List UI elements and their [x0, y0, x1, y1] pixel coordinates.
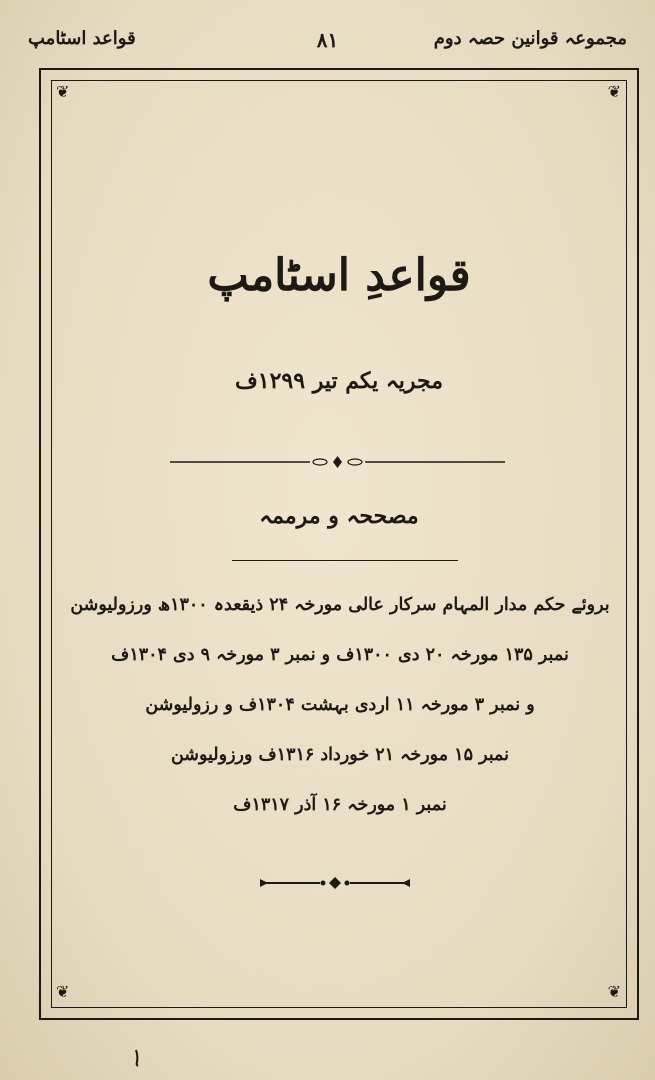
running-head-chapter-title: قواعد اسٹامپ	[28, 28, 136, 49]
corner-ornament-icon: ❦	[56, 82, 70, 101]
page-title: قواعدِ اسٹامپ	[207, 250, 471, 301]
body-text	[62, 580, 618, 830]
section-heading: مصححہ و مرممہ	[259, 503, 419, 529]
corner-ornament-icon: ❦	[607, 82, 621, 101]
body-line: نمبر ۱۳۵ مورخہ ۲۰ دی ۱۳۰۰ف و نمبر ۳ مورخہ ۹ دی ۱۳۰۴ف	[111, 645, 569, 665]
page-number: ۸۱	[316, 28, 339, 52]
ornamental-rule-icon	[170, 455, 505, 469]
inner-border	[51, 80, 627, 1008]
corner-ornament-icon: ❦	[56, 982, 70, 1001]
running-head	[28, 22, 627, 62]
running-head-book-title: مجموعہ قوانین حصہ دوم	[433, 28, 627, 49]
divider	[232, 560, 458, 561]
body-line: نمبر ۱۵ مورخہ ۲۱ خورداد ۱۳۱۶ف ورزولیوشن	[170, 745, 510, 765]
ink-mark-icon	[132, 1048, 142, 1068]
page-subtitle: مجریہ یکم تیر ۱۲۹۹ف	[234, 368, 443, 394]
body-line: بروئے حکم مدار المہام سرکار عالی مورخہ ۲۴ ذیقعدہ ۱۳۰۰ھ ورزولیوشن	[70, 595, 610, 615]
body-line: و نمبر ۳ مورخہ ۱۱ اردی بہشت ۱۳۰۴ف و رزولیوشن	[145, 695, 535, 715]
body-line: نمبر ۱ مورخہ ۱۶ آذر ۱۳۱۷ف	[233, 795, 447, 815]
bottom-ornament-icon	[260, 876, 410, 890]
corner-ornament-icon: ❦	[607, 982, 621, 1001]
